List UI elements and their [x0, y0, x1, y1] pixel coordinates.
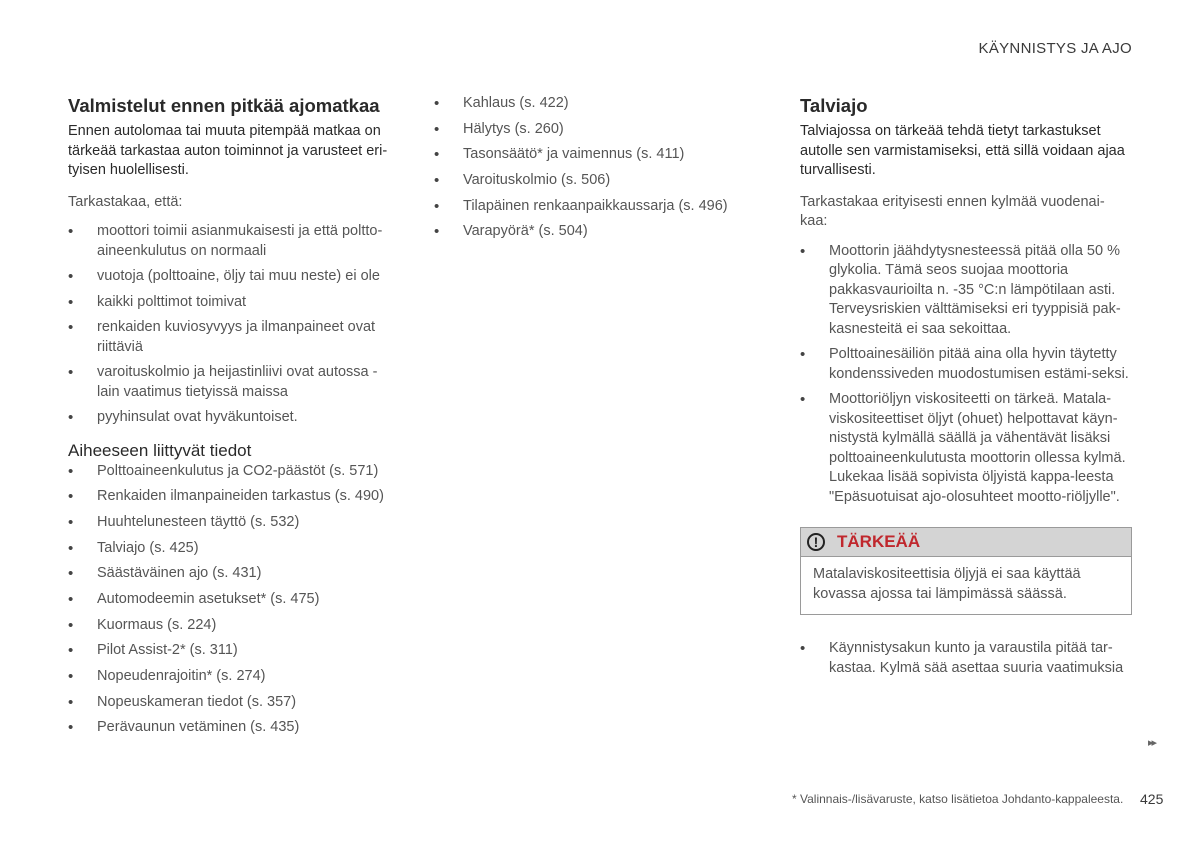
list-item: • pyyhinsulat ovat hyväkuntoiset.: [68, 408, 402, 428]
related-link[interactable]: • Varoituskolmio (s. 506): [434, 171, 774, 191]
column-related-continued: [434, 94, 774, 248]
list-item: • vuotoja (polttoaine, öljy tai muu neste) ei ole: [68, 267, 402, 287]
important-notice-text: Matalaviskositeettisia öljyjä ei saa käyttää kovassa ajossa tai lämpimässä säässä.: [813, 566, 1081, 602]
related-link[interactable]: • Talviajo (s. 425): [68, 539, 402, 559]
related-link[interactable]: • Perävaunun vetäminen (s. 435): [68, 718, 402, 738]
list-item: • varoituskolmio ja heijastinliivi ovat autossa - lain vaatimus tietyissä maissa: [68, 363, 402, 402]
related-link[interactable]: • Nopeudenrajoitin* (s. 274): [68, 667, 402, 687]
list-item: • Käynnistysakun kunto ja varaustila pitää tar-kastaa. Kylmä sää asettaa suuria vaatimuksia: [800, 639, 1132, 678]
list-item: • Moottorin jäähdytysnesteessä pitää olla 50 % glykolia. Tämä seos suojaa moottoria pakkasvaurioilta n. -35 °C:n lämpötilaan asti. Terveysriskien välttämiseksi eri tyyppisiä pak-kasnesteitä ei saa sekoittaa.: [800, 242, 1132, 340]
related-link[interactable]: • Polttoaineenkulutus ja CO2-päästöt (s. 571): [68, 462, 402, 482]
related-link[interactable]: • Automodeemin asetukset* (s. 475): [68, 590, 402, 610]
preparations-lead: Ennen autolomaa tai muuta pitempää matkaa on tärkeää tarkastaa auton toiminnot ja varusteet eri-tyisen huolellisesti.: [68, 123, 388, 178]
winter-intro: Tarkastakaa erityisesti ennen kylmää vuodenai-kaa:: [800, 193, 1105, 229]
exclamation-circle-icon: !: [807, 533, 825, 551]
column-preparations: [68, 94, 402, 744]
related-link[interactable]: • Kahlaus (s. 422): [434, 94, 774, 114]
related-link[interactable]: • Tilapäinen renkaanpaikkaussarja (s. 496): [434, 197, 774, 217]
list-item: • renkaiden kuviosyvyys ja ilmanpaineet ovat riittäviä: [68, 318, 402, 357]
list-item: • kaikki polttimot toimivat: [68, 293, 402, 313]
list-item: • Moottoriöljyn viskositeetti on tärkeä. Matala-viskositeettiset öljyt (ohuet) helpottavat käyn-nistystä kylmällä säällä ja vähentävät lisäksi polttoaineenkulutusta moottorin ollessa kylmä. Lukekaa lisää sopivista öljyistä kappa-leesta "Epäsuotuisat ajo-olosuhteet mootto-riöljylle".: [800, 390, 1132, 507]
preparations-checklist: [68, 222, 402, 428]
related-link[interactable]: • Hälytys (s. 260): [434, 120, 774, 140]
list-item: • Polttoainesäiliön pitää aina olla hyvin täytetty kondenssiveden muodostumisen estämi-seksi.: [800, 345, 1132, 384]
important-notice-title: TÄRKEÄÄ: [837, 532, 921, 551]
section-title-preparations: Valmistelut ennen pitkää ajomatkaa: [68, 95, 380, 116]
winter-lead: Talviajossa on tärkeää tehdä tietyt tarkastukset autolle sen varmistamiseksi, että sillä voidaan ajaa turvallisesti.: [800, 123, 1125, 178]
related-link[interactable]: • Säästäväinen ajo (s. 431): [68, 564, 402, 584]
related-info-list-continued: [434, 94, 774, 242]
related-link[interactable]: • Nopeuskameran tiedot (s. 357): [68, 693, 402, 713]
page-number: 425: [1140, 791, 1164, 807]
related-link[interactable]: • Pilot Assist-2* (s. 311): [68, 641, 402, 661]
related-link[interactable]: • Huuhtelunesteen täyttö (s. 532): [68, 513, 402, 533]
related-info-title: Aiheeseen liittyvät tiedot: [68, 440, 252, 460]
related-link[interactable]: • Varapyörä* (s. 504): [434, 222, 774, 242]
related-link[interactable]: • Kuormaus (s. 224): [68, 616, 402, 636]
preparations-intro: Tarkastakaa, että:: [68, 193, 183, 210]
important-notice: [800, 527, 1132, 615]
column-winter-driving: [800, 94, 1132, 684]
winter-checklist: [800, 242, 1132, 508]
list-item: • moottori toimii asianmukaisesti ja että poltto-aineenkulutus on normaali: [68, 222, 402, 261]
section-title-winter: Talviajo: [800, 95, 868, 116]
footnote: * Valinnais-/lisävaruste, katso lisätietoa Johdanto-kappaleesta.: [792, 792, 1124, 806]
continued-arrows-icon: ▸▸: [1148, 737, 1156, 749]
important-notice-header: [801, 528, 1131, 557]
related-info-list: [68, 462, 402, 738]
section-header: KÄYNNISTYS JA AJO: [978, 40, 1132, 57]
related-link[interactable]: • Tasonsäätö* ja vaimennus (s. 411): [434, 145, 774, 165]
related-link[interactable]: • Renkaiden ilmanpaineiden tarkastus (s. 490): [68, 487, 402, 507]
winter-checklist-continued: [800, 639, 1132, 678]
